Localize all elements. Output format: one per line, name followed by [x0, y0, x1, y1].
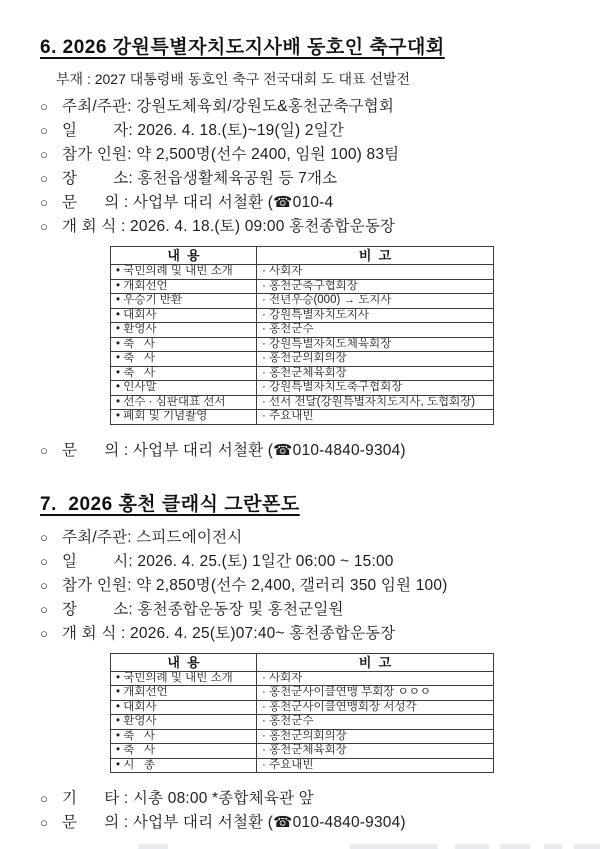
table-cell-content: • 대회사 — [111, 308, 257, 323]
table-cell-content: • 축 사 — [111, 366, 257, 381]
table-cell-remark: · 강원특별자치도축구협회장 — [257, 381, 494, 396]
info-line-participants — [40, 143, 574, 167]
table-cell-content: • 선수 · 심판대표 선서 — [111, 395, 257, 410]
info-text: 문 의 : 사업부 대리 서철환 (☎010-4 — [62, 194, 334, 211]
info-text: 장 소: 홍천읍생활체육공원 등 7개소 — [62, 170, 338, 187]
cutoff-fragment — [455, 844, 489, 849]
circle-bullet-icon: ○ — [40, 791, 48, 806]
ceremony-program-table — [110, 653, 494, 774]
table-cell-remark: · 전년우승(000) → 도지사 — [257, 294, 494, 309]
table-cell-remark: · 주요내빈 — [257, 410, 494, 425]
table-cell-content: • 인사말 — [111, 381, 257, 396]
table-row — [111, 700, 494, 715]
table-row — [111, 308, 494, 323]
table-header-remark: 비 고 — [257, 653, 494, 671]
table-cell-content: • 시 총 — [111, 758, 257, 773]
table-row — [111, 758, 494, 773]
table-row — [111, 729, 494, 744]
info-line-date — [40, 119, 574, 143]
info-text: 기 타 : 시총 08:00 *종합체육관 앞 — [62, 790, 314, 807]
table-cell-content: • 환영사 — [111, 323, 257, 338]
table-cell-remark: · 홍천군사이클연맹회장 서성각 — [257, 700, 494, 715]
section-football-tournament — [40, 32, 574, 463]
table-cell-remark: · 홍천군수 — [257, 323, 494, 338]
section-heading: 7. 2026 홍천 클래식 그란폰도 — [40, 493, 300, 515]
cutoff-fragment — [138, 844, 168, 849]
info-text: 문 의 : 사업부 대리 서철환 (☎010-4840-9304) — [62, 814, 406, 831]
circle-bullet-icon: ○ — [40, 601, 48, 617]
info-line-participants — [40, 574, 574, 598]
circle-bullet-icon: ○ — [40, 219, 48, 234]
table-row — [111, 323, 494, 338]
table-cell-content: • 개회선언 — [111, 279, 257, 294]
table-row — [111, 395, 494, 410]
table-row — [111, 265, 494, 280]
table-cell-content: • 축 사 — [111, 744, 257, 759]
table-header-content: 내 용 — [111, 653, 257, 671]
table-cell-remark: · 선서 전달(강원특별자치도지사, 도협회장) — [257, 395, 494, 410]
table-cell-remark: · 홍천군축구협회장 — [257, 279, 494, 294]
table-header-content: 내 용 — [111, 247, 257, 265]
circle-bullet-icon: ○ — [40, 442, 48, 458]
cutoff-fragment — [350, 844, 438, 849]
cutoff-fragment — [500, 844, 530, 849]
info-line-opening-ceremony — [40, 215, 574, 239]
cutoff-fragment — [544, 844, 562, 849]
circle-bullet-icon: ○ — [40, 529, 48, 545]
circle-bullet-icon: ○ — [40, 147, 48, 162]
info-line-contact-full — [40, 811, 574, 835]
table-cell-content: • 축 사 — [111, 729, 257, 744]
info-text: 장 소: 홍천종합운동장 및 홍천군일원 — [62, 600, 344, 618]
circle-bullet-icon: ○ — [40, 195, 48, 210]
info-text: 개 회 식 : 2026. 4. 25(토)07:40~ 홍천종합운동장 — [62, 624, 396, 642]
table-row — [111, 279, 494, 294]
table-cell-content: • 국민의례 및 내빈 소개 — [111, 265, 257, 280]
table-cell-remark: · 강원특별자치도체육회장 — [257, 337, 494, 352]
table-cell-remark: · 홍천군사이클연맹 부회장 ㅇㅇㅇ — [257, 686, 494, 701]
table-header-remark: 비 고 — [257, 247, 494, 265]
table-row — [111, 294, 494, 309]
info-line-etc — [40, 787, 574, 811]
table-cell-content: • 개회선언 — [111, 686, 257, 701]
circle-bullet-icon: ○ — [40, 815, 48, 830]
info-text: 주최/주관: 스피드에이전시 — [62, 528, 243, 546]
table-cell-remark: · 사회자 — [257, 265, 494, 280]
table-cell-remark: · 주요내빈 — [257, 758, 494, 773]
ceremony-program-table — [110, 246, 494, 425]
table-cell-content: • 대회사 — [111, 700, 257, 715]
table-row — [111, 410, 494, 425]
table-cell-remark: · 홍천군체육회장 — [257, 744, 494, 759]
table-cell-remark: · 홍천군의회의장 — [257, 352, 494, 367]
info-list — [40, 526, 574, 646]
info-text: 참가 인원: 약 2,850명(선수 2,400, 갤러리 350 임원 100) — [62, 576, 448, 594]
next-page-content-cutoff — [0, 841, 600, 849]
info-text: 일 시: 2026. 4. 25.(토) 1일간 06:00 ~ 15:00 — [62, 552, 394, 570]
table-cell-content: • 축 사 — [111, 337, 257, 352]
info-text: 참가 인원: 약 2,500명(선수 2400, 임원 100) 83팀 — [62, 146, 400, 163]
table-header-row — [111, 653, 494, 671]
info-line-contact — [40, 191, 574, 215]
info-line-host — [40, 526, 574, 550]
table-header-row — [111, 247, 494, 265]
info-list — [40, 95, 574, 239]
table-row — [111, 715, 494, 730]
info-line-date — [40, 550, 574, 574]
table-row — [111, 366, 494, 381]
table-cell-content: • 우승기 반환 — [111, 294, 257, 309]
table-row — [111, 352, 494, 367]
circle-bullet-icon: ○ — [40, 625, 48, 641]
table-cell-content: • 환영사 — [111, 715, 257, 730]
table-row — [111, 671, 494, 686]
circle-bullet-icon: ○ — [40, 553, 48, 569]
circle-bullet-icon: ○ — [40, 171, 48, 186]
table-cell-remark: · 홍천군수 — [257, 715, 494, 730]
circle-bullet-icon: ○ — [40, 123, 48, 138]
table-cell-content: • 폐회 및 기념촬영 — [111, 410, 257, 425]
table-cell-remark: · 홍천군의회의장 — [257, 729, 494, 744]
circle-bullet-icon: ○ — [40, 99, 48, 114]
table-row — [111, 337, 494, 352]
info-line-host — [40, 95, 574, 119]
info-line-venue — [40, 167, 574, 191]
info-text: 주최/주관: 강원도체육회/강원도&홍천군축구협회 — [62, 98, 395, 115]
section-granfondo — [40, 489, 574, 836]
info-text: 문 의 : 사업부 대리 서철환 (☎010-4840-9304) — [62, 441, 406, 459]
section-subtitle: 부재 : 2027 대통령배 동호인 축구 전국대회 도 대표 선발전 — [56, 71, 411, 87]
table-row — [111, 744, 494, 759]
table-cell-remark: · 홍천군체육회장 — [257, 366, 494, 381]
table-row — [111, 686, 494, 701]
info-line-opening-ceremony — [40, 622, 574, 646]
table-cell-content: • 축 사 — [111, 352, 257, 367]
table-cell-content: • 국민의례 및 내빈 소개 — [111, 671, 257, 686]
circle-bullet-icon: ○ — [40, 577, 48, 593]
info-line-contact-full — [40, 439, 574, 463]
table-cell-remark: · 강원특별자치도지사 — [257, 308, 494, 323]
info-text: 일 자: 2026. 4. 18.(토)~19(일) 2일간 — [62, 122, 345, 139]
table-row — [111, 381, 494, 396]
info-line-venue — [40, 598, 574, 622]
cutoff-fragment — [574, 844, 600, 849]
section-heading: 6. 2026 강원특별자치도지사배 동호인 축구대회 — [40, 37, 445, 58]
table-cell-remark: · 사회자 — [257, 671, 494, 686]
info-text: 개 회 식 : 2026. 4. 18.(토) 09:00 홍천종합운동장 — [62, 218, 396, 235]
